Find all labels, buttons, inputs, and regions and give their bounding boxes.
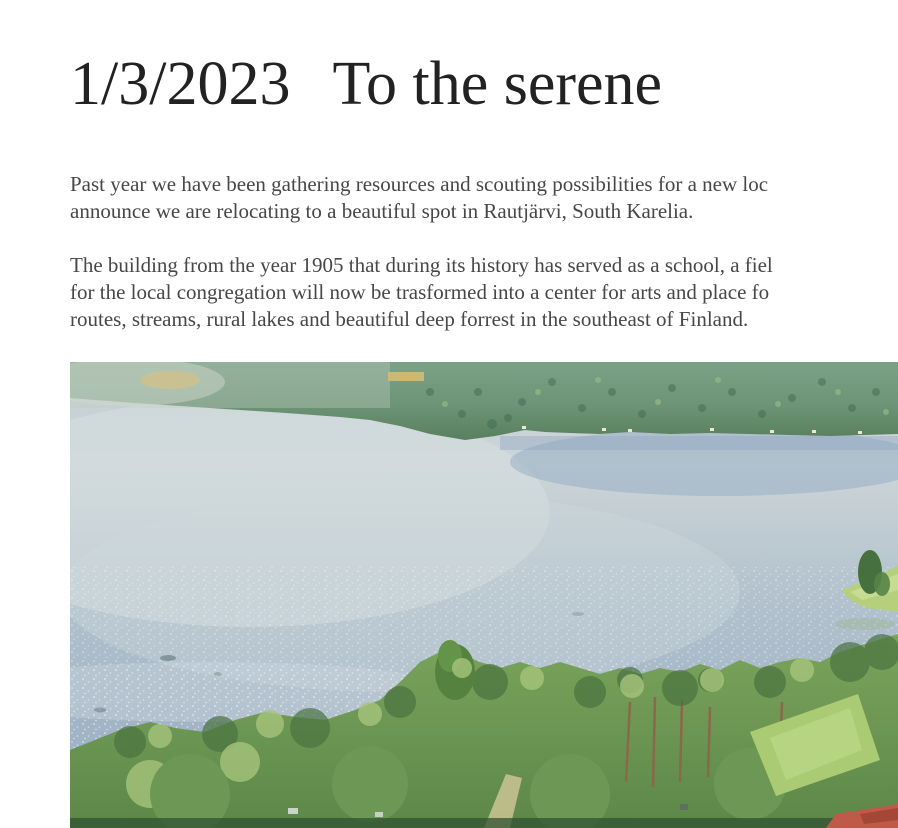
post-title: To the serene: [332, 50, 663, 118]
article-content: [0, 50, 898, 828]
text-line: for the local congregation will now be trasformed into a center for arts and place fo: [70, 280, 770, 304]
text-line: routes, streams, rural lakes and beautiful deep forrest in the southeast of Finland.: [70, 307, 749, 331]
paragraph-intro: [70, 171, 898, 225]
lake-landscape-photo: [70, 362, 898, 828]
paragraph-building: [70, 252, 898, 333]
post-date: 1/3/2023: [70, 50, 291, 118]
post-heading: [70, 50, 898, 118]
bottom-shadow-strip: [70, 818, 898, 828]
text-line: Past year we have been gathering resources and scouting possibilities for a new loc: [70, 172, 769, 196]
lake-landscape-svg: [70, 362, 898, 828]
text-line: The building from the year 1905 that during its history has served as a school, a fiel: [70, 253, 773, 277]
text-line: announce we are relocating to a beautiful spot in Rautjärvi, South Karelia.: [70, 199, 694, 223]
